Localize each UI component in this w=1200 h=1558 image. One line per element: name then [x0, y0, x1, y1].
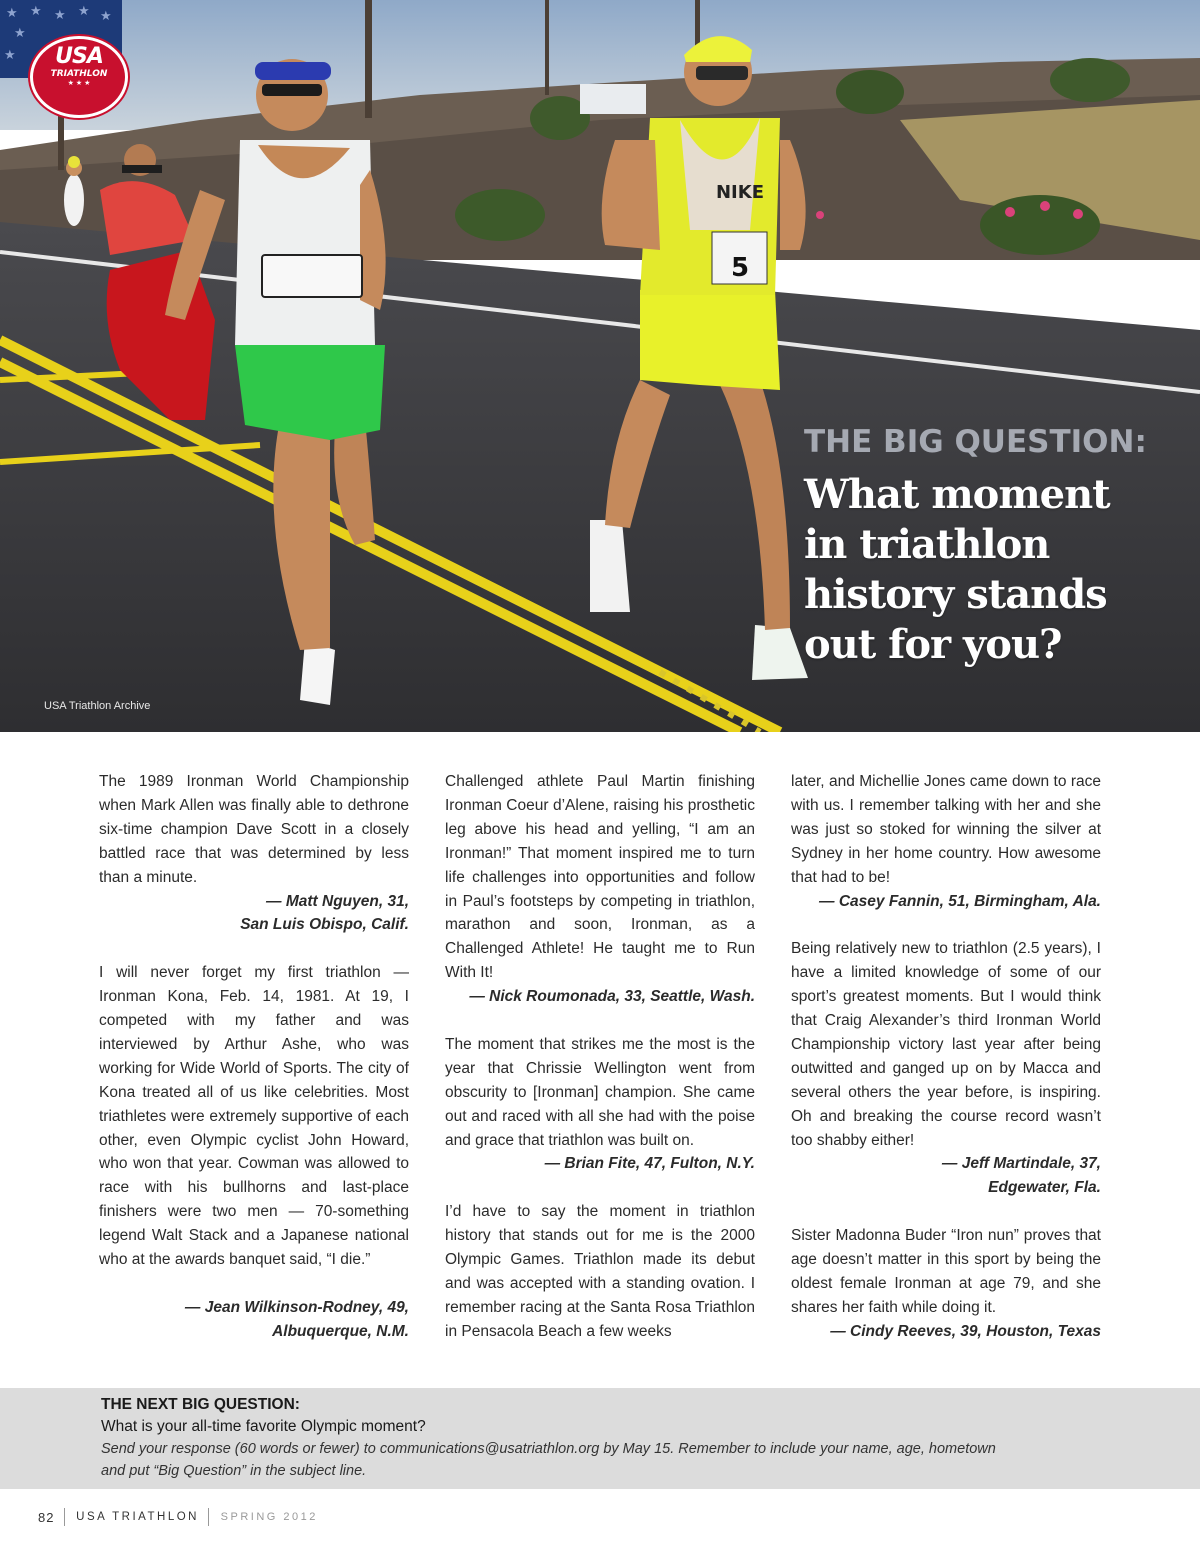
logo-triathlon-text: TRIATHLON — [50, 69, 108, 79]
shirt-brand: NIKE — [715, 182, 765, 203]
attribution: — Brian Fite, 47, Fulton, N.Y. — [544, 1155, 755, 1173]
hero-photo — [0, 0, 1200, 732]
attribution: Albuquerque, N.M. — [272, 1322, 409, 1340]
footer-divider — [64, 1508, 65, 1526]
page-footer — [38, 1508, 318, 1528]
headline-line: What moment — [804, 471, 1110, 518]
next-question-band — [0, 1388, 1200, 1489]
attribution: — Jean Wilkinson-Rodney, 49, — [184, 1298, 409, 1316]
footer-divider — [208, 1508, 209, 1526]
headline-line: history stands — [804, 571, 1107, 618]
issue-name: SPRING 2012 — [220, 1511, 318, 1523]
column-2 — [445, 770, 755, 1344]
headline-line: out for you? — [804, 621, 1062, 668]
response-text: The moment that strikes me the most is the year that Chrissie Wellington went from obscurity to [Ironman] champion. She came out and raced with all she had with the poise and grace that triathlon was built on. — [445, 1035, 755, 1149]
bib-number: 5 — [730, 253, 750, 283]
attribution: Edgewater, Fla. — [988, 1179, 1101, 1197]
response-text: Sister Madonna Buder “Iron nun” proves that age doesn’t matter in this sport by being the oldest female Ironman at age 79, and she shares her faith while doing it. — [791, 1227, 1101, 1316]
response-text: I’d have to say the moment in triathlon history that stands out for me is the 2000 Olympic Games. Triathlon made its debut and was accepted with a standing ovation. I remember racing at the Santa Rosa Triathlon in Pensacola Beach a few weeks — [445, 1203, 755, 1340]
next-question-text: What is your all-time favorite Olympic moment? — [101, 1418, 426, 1435]
response-text: Challenged athlete Paul Martin finishing Ironman Coeur d’Alene, raising his prosthetic leg above his head and yelling, “I am an Ironman!” That moment inspired me to turn life challenges into opportunities and follow in Paul’s footsteps by competing in triathlon, marathon and soon, Ironman, as a Challenged Athlete! He taught me to Run With It! — [445, 773, 755, 982]
column-1 — [99, 770, 409, 1344]
logo-stars-icon: ★ ★ ★ — [67, 80, 91, 87]
usa-triathlon-logo — [30, 36, 128, 118]
response-text: Being relatively new to triathlon (2.5 years), I have a limited knowledge of some of our sport’s greatest moments. But I would think that Craig Alexander’s third Ironman World Championship victory last year after being outwitted and ganged up on by Macca and several others the year before, is inspiring. Oh and breaking the course record wasn’t too shabby either! — [791, 940, 1101, 1149]
headline — [804, 470, 1184, 670]
next-question-instructions: and put “Big Question” in the subject line. — [101, 1463, 367, 1479]
attribution: — Cindy Reeves, 39, Houston, Texas — [830, 1322, 1101, 1340]
attribution: — Jeff Martindale, 37, — [941, 1155, 1101, 1173]
attribution: San Luis Obispo, Calif. — [240, 916, 409, 934]
response-text: later, and Michellie Jones came down to race with us. I remember talking with her and she was just so stoked for winning the silver at Sydney in her home country. How awesome that had to be! — [791, 773, 1101, 886]
flag-corner: ★ ★ ★ ★ ★ ★ ★ — [0, 0, 122, 78]
column-3 — [791, 770, 1101, 1344]
next-question-title: THE NEXT BIG QUESTION: — [101, 1396, 300, 1413]
magazine-name: USA TRIATHLON — [76, 1511, 199, 1523]
attribution: — Matt Nguyen, 31, — [266, 892, 409, 910]
next-question-instructions: Send your response (60 words or fewer) to communications@usatriathlon.org by May 15. Remember to include your name, age, hometown — [101, 1441, 996, 1457]
attribution: — Casey Fannin, 51, Birmingham, Ala. — [819, 892, 1101, 910]
photo-credit: USA Triathlon Archive — [44, 700, 151, 712]
response-text: The 1989 Ironman World Championship when Mark Allen was finally able to dethrone six-time champion Dave Scott in a closely battled race that was determined by less than a minute. — [99, 773, 409, 886]
response-text: I will never forget my first triathlon — Ironman Kona, Feb. 14, 1981. At 19, I competed with my father and was interviewed by Arthur Ashe, who was working for Wide World of Sports. The city of Kona treated all of us like celebrities. Most triathletes were extremely supportive of each other, even Olympic cyclist John Howard, who won that year. Cowman was allowed to race with his bullhorns and last-place finishers were two men — 70-something legend Walt Stack and a Japanese national who at the awards banquet said, “I die.” — [99, 964, 409, 1269]
page-number: 82 — [38, 1509, 55, 1525]
logo-usa-text: USA — [55, 44, 103, 69]
attribution: — Nick Roumonada, 33, Seattle, Wash. — [469, 988, 755, 1006]
headline-line: in triathlon — [804, 521, 1050, 568]
kicker: THE BIG QUESTION: — [804, 424, 1147, 460]
